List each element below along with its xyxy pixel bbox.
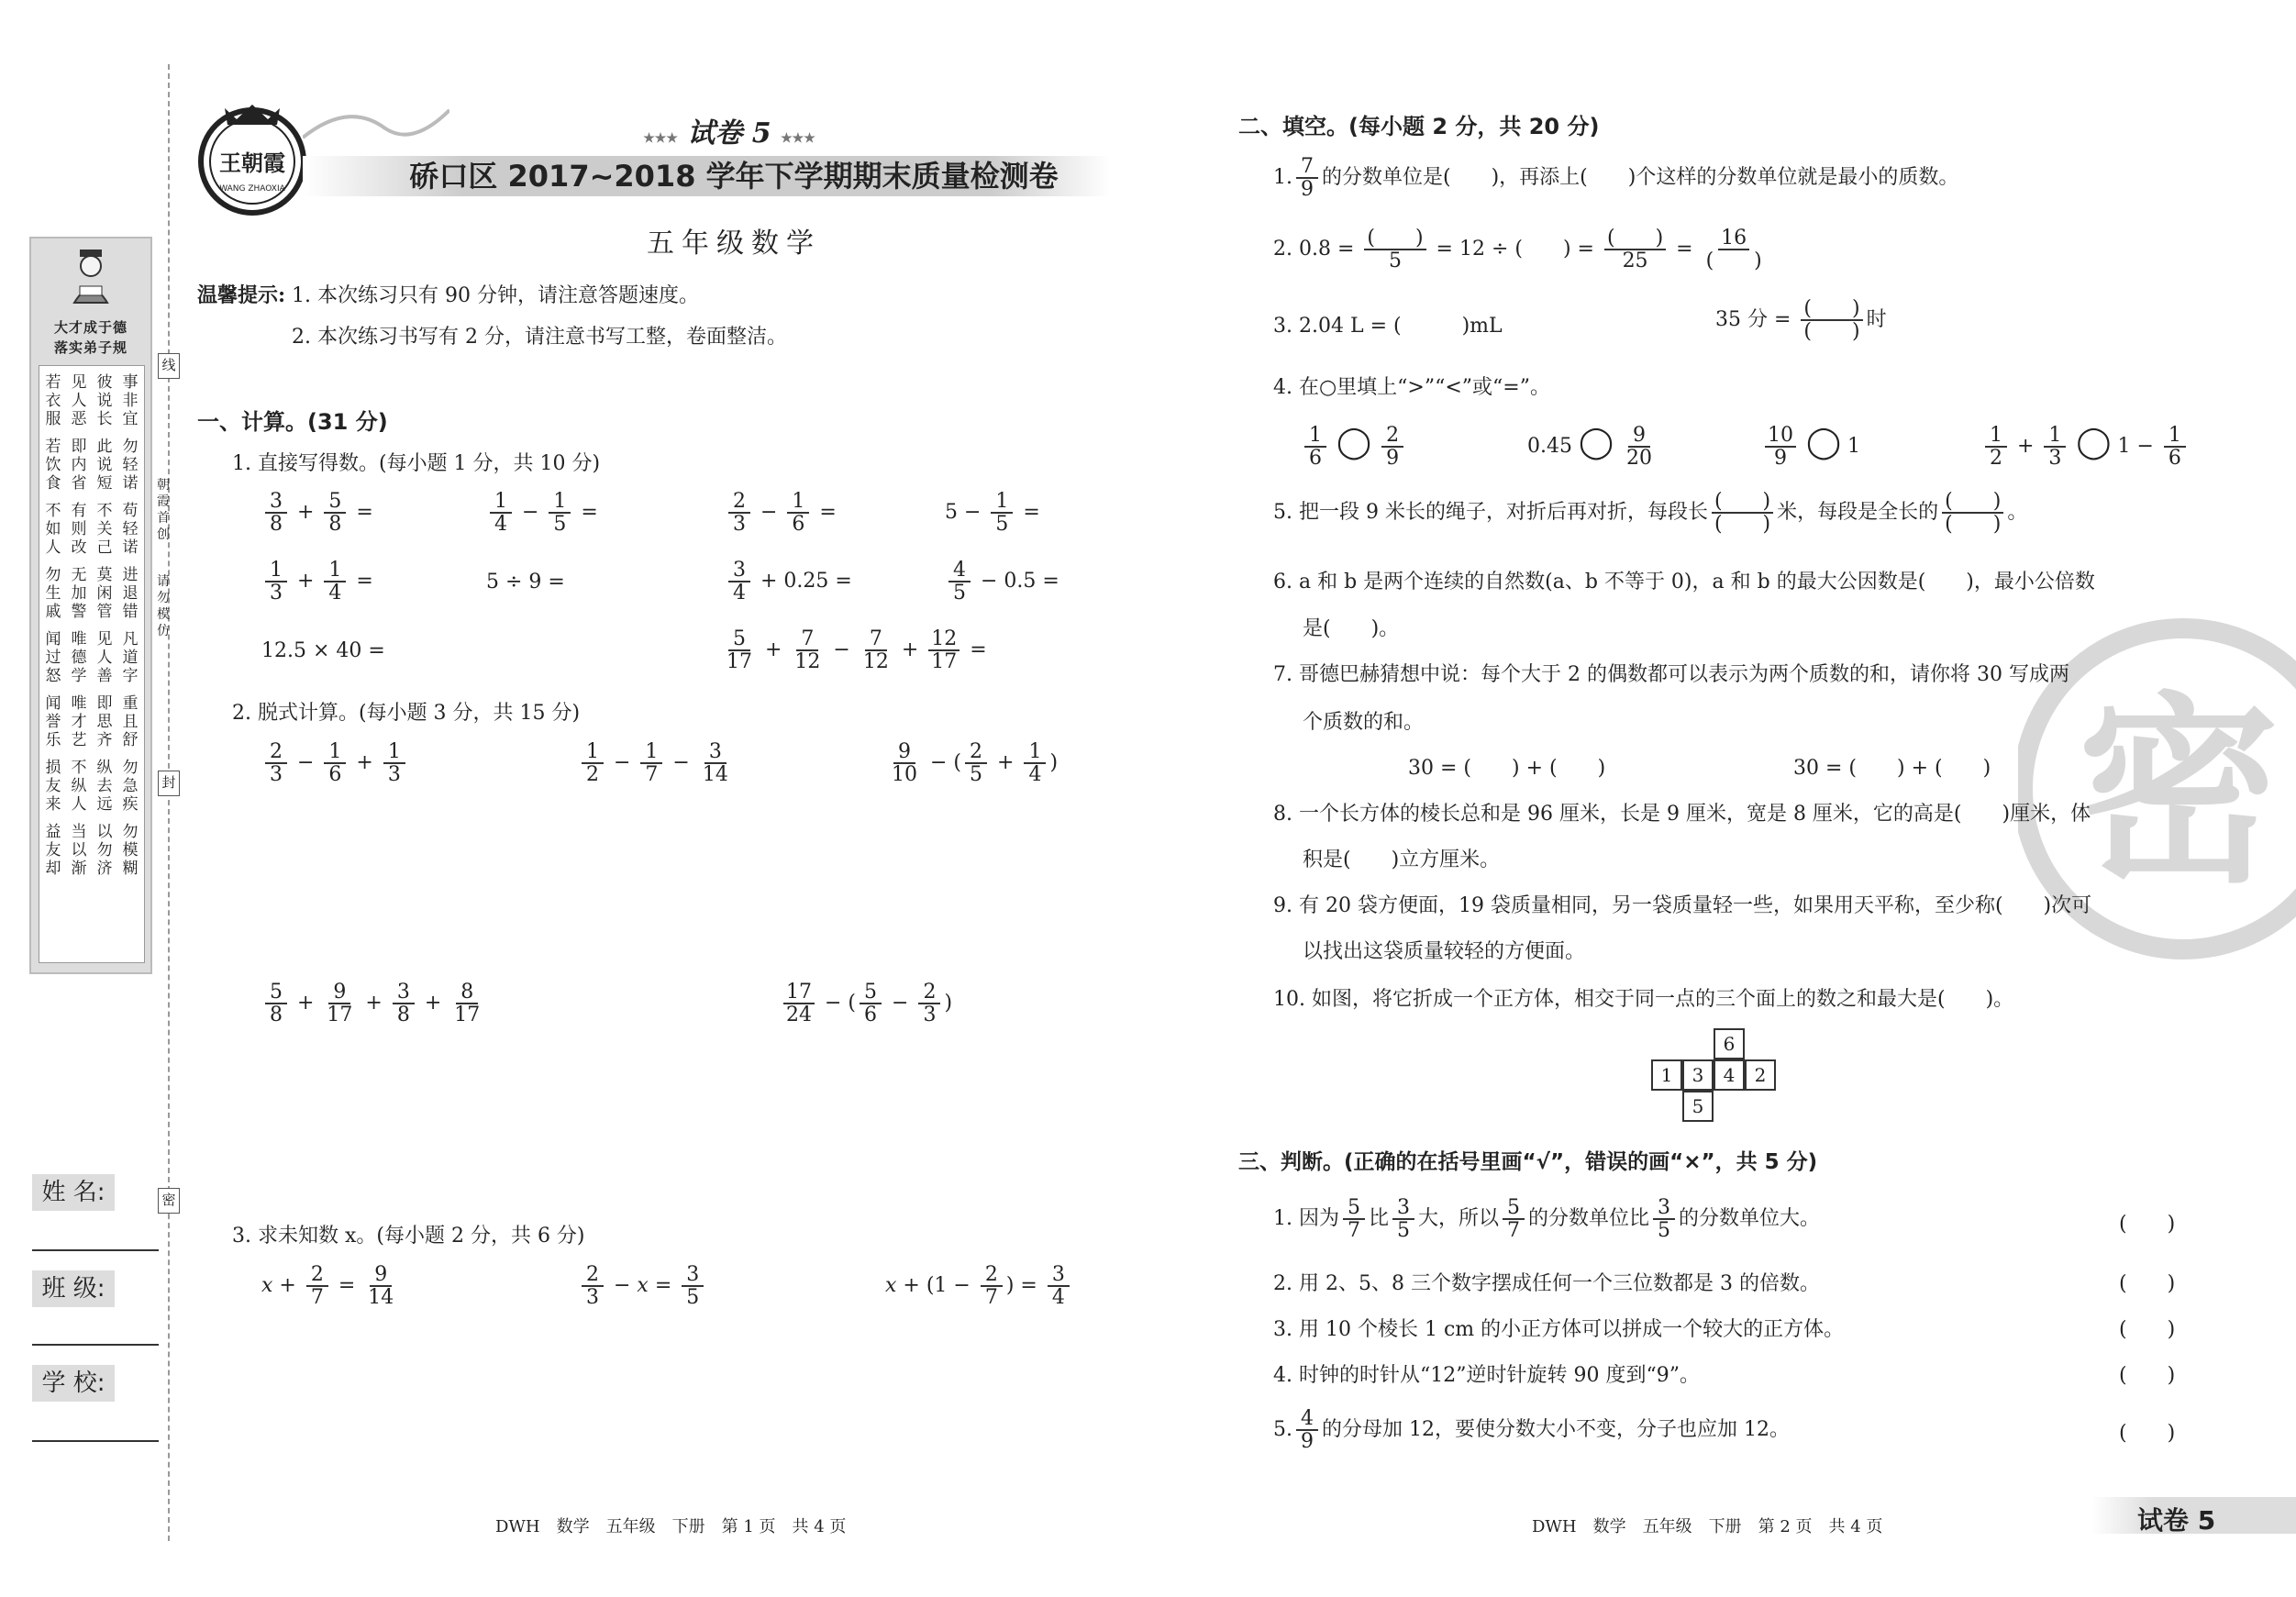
class-field[interactable] — [32, 1344, 159, 1346]
proverb-column: 唯才艺 — [71, 694, 87, 749]
svg-text:王朝霞: 王朝霞 — [219, 150, 285, 176]
proverb-column: 进退错 — [122, 566, 139, 621]
fill-q5: 5. 把一段 9 米长的绳子，对折后再对折，每段长 ( ) ( ) 米，每段是全长的 ( ) ( ) 。 — [1273, 490, 2028, 537]
proverb-block — [43, 438, 140, 493]
proverb-block — [43, 566, 140, 621]
calc-7: $\frac{3}{4}$ + 0.25 = — [725, 560, 852, 604]
fill-q8a: 8. 一个长方体的棱长总和是 96 厘米，长是 9 厘米，宽是 8 厘米，它的高是( )厘米，体 — [1273, 803, 2091, 826]
calc-3: $\frac{2}{3}$ − $\frac{1}{6}$ = — [725, 491, 837, 535]
compare-3: $\frac{10}{9}$ ◯ 1 — [1761, 424, 1860, 469]
calc-8: $\frac{4}{5}$ − 0.5 = — [945, 560, 1059, 604]
side-mark-no-copy: 请勿模仿 — [157, 574, 170, 638]
proverb-column: 不如人 — [45, 502, 61, 557]
proverb-column: 重且舒 — [122, 694, 139, 749]
section2-title: 二、填空。(每小题 2 分，共 20 分) — [1238, 114, 1600, 139]
sidebar-panel — [29, 237, 152, 974]
net-cell-top: 6 — [1714, 1028, 1745, 1059]
section3-title: 三、判断。(正确的在括号里画“√”，错误的画“×”，共 5 分) — [1238, 1150, 1818, 1174]
watermark-text: 密 — [2077, 675, 2280, 910]
fill-q4: 4. 在○里填上“>”“<”或“=”。 — [1273, 376, 1550, 399]
fill-q9a: 9. 有 20 袋方便面，19 袋质量相同，另一袋质量轻一些，如果用天平称，至少称( )次可 — [1273, 894, 2092, 917]
proverb-column: 唯德学 — [71, 630, 87, 685]
fill-q9b: 以找出这袋质量较轻的方便面。 — [1303, 940, 1586, 963]
fill-q3b: 35 分 = ( ) ( ) 时 — [1715, 297, 1887, 344]
step-calc-4: $\frac{5}{8}$ + $\frac{9}{17}$ + $\frac{3}{8}$ + $\frac{8}{17}$ — [261, 981, 486, 1026]
side-mark-secret: 密 — [158, 1188, 180, 1214]
proverb-column: 彼说长 — [96, 373, 113, 428]
proverb-column: 闻过怒 — [45, 630, 61, 685]
fill-q7a: 7. 哥德巴赫猜想中说：每个大于 2 的偶数都可以表示为两个质数的和，请你将 30 写成两 — [1273, 663, 2069, 686]
judge-2-answer[interactable]: ( ) — [2119, 1272, 2176, 1295]
proverb-block — [43, 823, 140, 878]
proverb-column: 即内省 — [71, 438, 87, 493]
ribbon-decoration — [303, 101, 449, 156]
tip-1: 1. 本次练习只有 90 分钟，请注意答题速度。 — [292, 284, 699, 307]
proverb-block — [43, 373, 140, 428]
fill-q10: 10. 如图，将它折成一个正方体，相交于同一点的三个面上的数之和最大是( )。 — [1273, 988, 2014, 1011]
proverb-column: 见人善 — [96, 630, 113, 685]
net-cell-row-1: 1 — [1651, 1059, 1682, 1091]
net-cell-bottom: 5 — [1682, 1091, 1714, 1122]
judge-5-answer[interactable]: ( ) — [2119, 1422, 2176, 1445]
calc-2: $\frac{1}{4}$ − $\frac{1}{5}$ = — [486, 491, 598, 535]
footer-badge: 试卷 5 — [2137, 1505, 2216, 1536]
proverb-column: 闻誉乐 — [45, 694, 61, 749]
equation-1: x + $\frac{2}{7}$ = $\frac{9}{14}$ — [261, 1263, 394, 1310]
proverb-column: 此说短 — [96, 438, 113, 493]
proverb-block — [43, 759, 140, 814]
school-field[interactable] — [32, 1440, 159, 1442]
proverb-block — [43, 630, 140, 685]
proverb-column: 无加警 — [71, 566, 87, 621]
part2-title: 2. 脱式计算。(每小题 3 分，共 15 分) — [232, 702, 581, 725]
proverb-column: 益友却 — [45, 823, 61, 878]
proverb-block — [43, 694, 140, 749]
proverb-column: 莫闲管 — [96, 566, 113, 621]
side-mark-line: 线 — [158, 353, 180, 379]
proverb-column: 勿生戚 — [45, 566, 61, 621]
fill-q8b: 积是( )立方厘米。 — [1303, 848, 1501, 871]
proverb-column: 事非宜 — [122, 373, 139, 428]
motto-bottom: 落实弟子规 — [53, 339, 128, 356]
step-calc-2: $\frac{1}{2}$ − $\frac{1}{7}$ − $\frac{3}{14}$ — [578, 741, 735, 785]
paper-number: 试卷 5 — [687, 117, 771, 150]
judge-4: 4. 时钟的时针从“12”逆时针旋转 90 度到“9”。 — [1273, 1364, 1700, 1387]
class-label: 班 级: — [32, 1270, 115, 1307]
proverb-column: 损友来 — [45, 759, 61, 814]
fill-q1: 1. $\frac{7}{9}$ 的分数单位是( )，再添上( )个这样的分数单位就是最小的质数。 — [1273, 155, 1959, 202]
calc-6: 5 ÷ 9 = — [486, 571, 565, 593]
proverb-column: 见人恶 — [71, 373, 87, 428]
fill-q7b: 个质数的和。 — [1303, 711, 1425, 734]
calc-1: $\frac{3}{8}$ + $\frac{5}{8}$ = — [261, 491, 373, 535]
stars-left: ★★★ — [643, 131, 678, 146]
section1-title: 一、计算。(31 分) — [197, 409, 388, 435]
tip-2: 2. 本次练习书写有 2 分，请注意书写工整，卷面整洁。 — [292, 326, 787, 349]
scholar-illustration — [63, 246, 118, 310]
judge-2: 2. 用 2、5、8 三个数字摆成任何一个三位数都是 3 的倍数。 — [1273, 1272, 1820, 1295]
proverb-grid — [39, 365, 145, 963]
judge-3-answer[interactable]: ( ) — [2119, 1318, 2176, 1341]
calc-9: 12.5 × 40 = — [261, 639, 385, 662]
net-cell-row-3: 4 — [1714, 1059, 1745, 1091]
paper-label — [624, 110, 835, 150]
watermark-seal — [2018, 596, 2296, 981]
proverb-column: 凡道字 — [122, 630, 139, 685]
judge-3: 3. 用 10 个棱长 1 cm 的小正方体可以拼成一个较大的正方体。 — [1273, 1318, 1845, 1341]
motto-top: 大才成于德 — [53, 319, 128, 336]
name-field[interactable] — [32, 1249, 159, 1251]
net-cell-row-4: 2 — [1745, 1059, 1776, 1091]
proverb-column: 以勿济 — [96, 823, 113, 878]
step-calc-3: $\frac{9}{10}$ − ( $\frac{2}{5}$ + $\frac{1}{4}$ ) — [892, 740, 1059, 787]
name-label: 姓 名: — [32, 1174, 115, 1211]
exam-title: 硚口区 2017~2018 学年下学期期末质量检测卷 — [409, 159, 1059, 194]
fill-q6a: 6. a 和 b 是两个连续的自然数(a、b 不等于 0)，a 和 b 的最大公因数是( )，最小公倍数 — [1273, 571, 2095, 593]
proverb-column: 即思齐 — [96, 694, 113, 749]
proverb-column: 若饮食 — [45, 438, 61, 493]
calc-4: 5 − $\frac{1}{5}$ = — [945, 490, 1040, 537]
calc-10: $\frac{5}{17}$ + $\frac{7}{12}$ − $\frac{7}{12}$ + $\frac{12}{17}$ = — [727, 627, 987, 674]
judge-5: 5. $\frac{4}{9}$ 的分母加 12，要使分数大小不变，分子也应加 12。 — [1273, 1407, 1790, 1454]
exam-subtitle: 五年级数学 — [647, 227, 821, 260]
tips-label: 温馨提示: — [197, 283, 286, 307]
binding-line — [168, 64, 170, 1541]
proverb-column: 勿急疾 — [122, 759, 139, 814]
judge-1: 1. 因为 $\frac{5}{7}$ 比 $\frac{3}{5}$ 大，所以 $\frac{5}{7}$ 的分数单位比 $\frac{3}{5}$ 的分数单位大。 — [1273, 1196, 1821, 1243]
footer-right: DWH 数学 五年级 下册 第 2 页 共 4 页 — [1532, 1517, 1883, 1536]
proverb-column: 不关己 — [96, 502, 113, 557]
proverb-column: 不纵人 — [71, 759, 87, 814]
footer-left: DWH 数学 五年级 下册 第 1 页 共 4 页 — [495, 1517, 847, 1536]
proverb-column: 有则改 — [71, 502, 87, 557]
side-mark-seal: 封 — [158, 771, 180, 796]
compare-2: 0.45 ◯ $\frac{9}{20}$ — [1527, 423, 1653, 470]
calc-5: $\frac{1}{3}$ + $\frac{1}{4}$ = — [261, 560, 373, 604]
proverb-column: 纵去远 — [96, 759, 113, 814]
fill-q6b: 是( )。 — [1303, 617, 1400, 640]
proverb-column: 勿轻诺 — [122, 438, 139, 493]
proverb-column: 苟轻诺 — [122, 502, 139, 557]
stars-right: ★★★ — [781, 131, 815, 146]
judge-4-answer[interactable]: ( ) — [2119, 1364, 2176, 1387]
fill-q7d: 30 = ( ) + ( ) — [1793, 757, 1991, 780]
part1-title: 1. 直接写得数。(每小题 1 分，共 10 分) — [232, 452, 601, 475]
judge-1-answer[interactable]: ( ) — [2119, 1213, 2176, 1236]
svg-text:WANG ZHAOXIA: WANG ZHAOXIA — [219, 184, 285, 194]
step-calc-5: $\frac{17}{24}$ − ( $\frac{5}{6}$ − $\frac{2}{3}$ ) — [780, 981, 952, 1026]
fill-q2: 2. 0.8 = ( ) 5 = 12 ÷ ( ) = ( ) 25 = 16 ( ) — [1273, 227, 1762, 273]
compare-4: $\frac{1}{2}$ + $\frac{1}{3}$ ◯ 1 − $\frac{1}{6}$ — [1981, 424, 2190, 469]
school-label: 学 校: — [32, 1365, 115, 1402]
net-cell-row-2: 3 — [1682, 1059, 1714, 1091]
proverb-column: 当以渐 — [71, 823, 87, 878]
equation-2: $\frac{2}{3}$ − x = $\frac{3}{5}$ — [578, 1264, 707, 1308]
side-mark-original: 朝霞首创 — [157, 478, 170, 542]
compare-1: $\frac{1}{6}$ ◯ $\frac{2}{9}$ — [1301, 424, 1407, 469]
proverb-block — [43, 502, 140, 557]
proverb-column: 若衣服 — [45, 373, 61, 428]
fill-q3a: 3. 2.04 L = ( )mL — [1273, 315, 1503, 338]
brand-logo — [193, 99, 312, 218]
proverb-column: 勿模糊 — [122, 823, 139, 878]
part3-title: 3. 求未知数 x。(每小题 2 分，共 6 分) — [232, 1225, 585, 1248]
step-calc-1: $\frac{2}{3}$ − $\frac{1}{6}$ + $\frac{1}{3}$ — [261, 741, 409, 785]
equation-3: x + (1 − $\frac{2}{7}$ ) = $\frac{3}{4}$ — [885, 1264, 1073, 1308]
fill-q7c: 30 = ( ) + ( ) — [1408, 757, 1606, 780]
